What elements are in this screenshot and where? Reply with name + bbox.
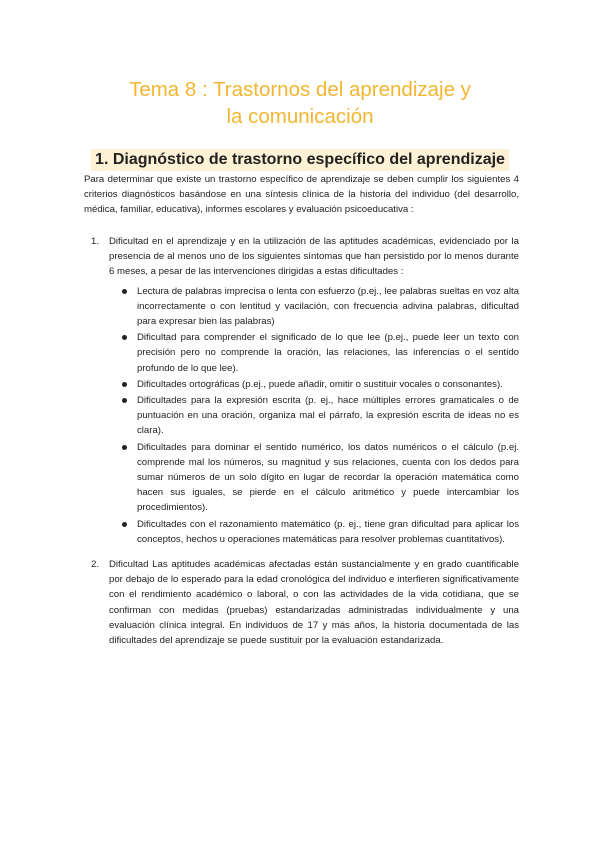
- symptom-item: [109, 440, 519, 516]
- criterion-text: Dificultad en el aprendizaje y en la utilización de las aptitudes académicas, evidenciado por la presencia de al menos uno de los siguientes síntomas que han persistido por lo menos durante 6 meses, a pesar de las intervenciones dirigidas a estas dificultades :: [109, 236, 519, 278]
- title-line-2: la comunicación: [226, 105, 374, 128]
- bullet-icon: [122, 445, 127, 450]
- symptom-text: Dificultades para dominar el sentido numérico, los datos numéricos o el cálculo (p.ej. comprende mal los números, su magnitud y sus relaciones, cuenta con los dedos para sumar números de un solo dígito en lugar de recordar la operación matemática como hacen sus iguales, se pierde en el cálculo aritmético y puede intercambiar los procedimientos).: [137, 441, 519, 514]
- symptom-item: [109, 517, 519, 547]
- symptom-text: Dificultad para comprender el significado de lo que lee (p.ej., puede leer un texto con precisión pero no comprende la oración, las relaciones, las inferencias o el sentido profundo de lo que lee).: [137, 332, 519, 374]
- criterion-number: 1.: [91, 236, 100, 247]
- criterion-item: [84, 234, 519, 547]
- bullet-icon: [122, 335, 127, 340]
- bullet-icon: [122, 289, 127, 294]
- section-heading: [0, 143, 600, 171]
- bullet-icon: [122, 398, 127, 403]
- symptom-list: [109, 284, 519, 547]
- symptom-text: Dificultades ortográficas (p.ej., puede añadir, omitir o sustituir vocales o consonantes).: [137, 378, 503, 390]
- section-heading-text: 1. Diagnóstico de trastorno específico del aprendizaje: [91, 149, 509, 171]
- criterion-number: 2.: [91, 559, 100, 571]
- bullet-icon: [122, 522, 127, 527]
- bullet-icon: [122, 382, 127, 387]
- symptom-item: [109, 284, 519, 330]
- symptom-item: [109, 330, 519, 376]
- criteria-list: [84, 234, 519, 648]
- criterion-item: [84, 557, 519, 648]
- symptom-item: [109, 393, 519, 439]
- criterion-text: Dificultad Las aptitudes académicas afectadas están sustancialmente y en grado cuantificable por debajo de lo esperado para la edad cronológica del individuo e interfieren significativamente con el rendimiento académico o laboral, o con las actividades de la vida cotidiana, que se confirman con medidas (pruebas) estandarizadas administradas individualmente y una evaluación clínica integral. En individuos de 17 y más años, la historia documentada de las dificultades del aprendizaje se puede sustituir por la evaluación estandarizada.: [109, 559, 519, 647]
- symptom-item: [109, 377, 519, 392]
- page-title: [0, 76, 600, 130]
- intro-paragraph: Para determinar que existe un trastorno específico de aprendizaje se deben cumplir los siguientes 4 criterios diagnósticos basándose en una síntesis clínica de la historia del individuo (del desarrollo, médica, familiar, educativa), informes escolares y evaluación psicoeducativa :: [84, 174, 519, 216]
- symptom-text: Dificultades con el razonamiento matemático (p. ej., tiene gran dificultad para aplicar los conceptos, hechos u operaciones matemáticas para resolver problemas cuantitativos).: [137, 518, 519, 545]
- title-line-1: Tema 8 : Trastornos del aprendizaje y: [129, 78, 471, 101]
- symptom-text: Lectura de palabras imprecisa o lenta con esfuerzo (p.ej., lee palabras sueltas en voz alta incorrectamente o con lentitud y vacilación, con frecuencia adivina palabras, dificultad para expresar bien las palabras): [137, 285, 519, 328]
- symptom-text: Dificultades para la expresión escrita (p. ej., hace múltiples errores gramaticales o de puntuación en una oración, organiza mal el párrafo, la expresión escrita de ideas no es clara).: [137, 395, 519, 437]
